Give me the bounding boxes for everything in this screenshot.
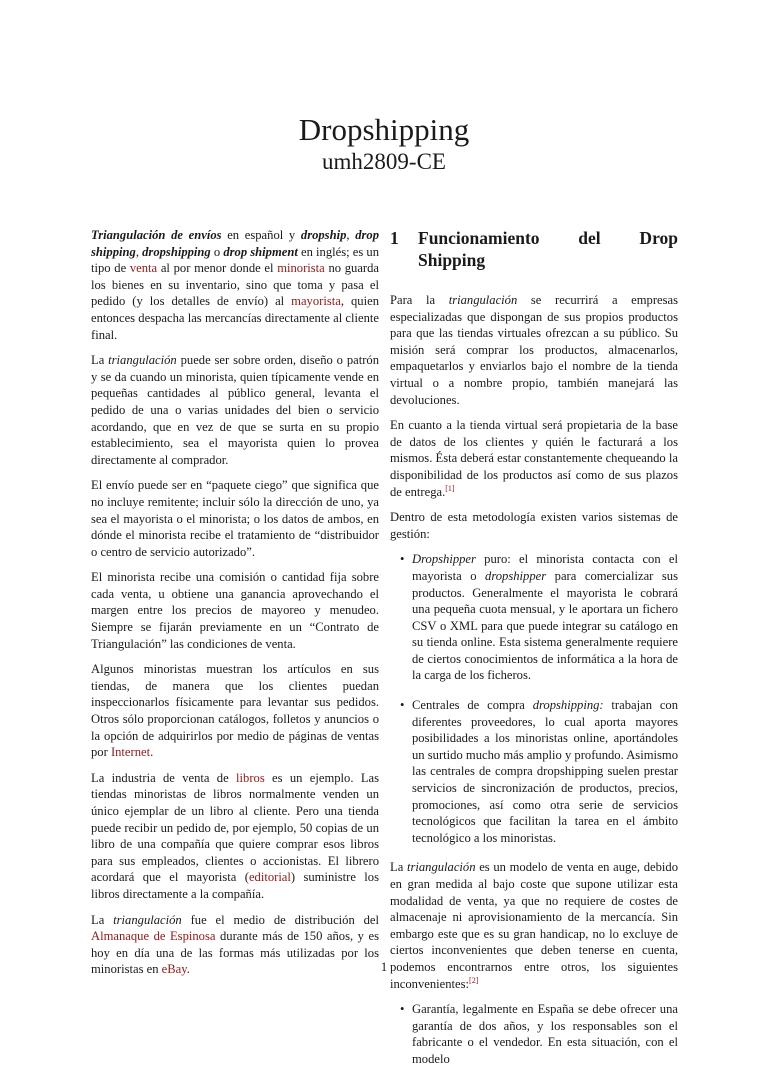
link-libros[interactable]: libros: [236, 770, 265, 785]
link-minorista[interactable]: minorista: [277, 261, 325, 276]
paragraph-tienda-virtual: En cuanto a la tienda virtual será propietaria de la base de datos de los clientes y quién le facturará a los mismos. Ésta deberá estar constantemente chequeando la disponibilidad de los productos así como de sus plazos de entrega.[1]: [390, 418, 678, 499]
link-almanaque[interactable]: Almanaque de Espinosa: [91, 929, 216, 944]
term-triangulacion: Triangulación de envíos: [91, 228, 222, 242]
list-item: • Dropshipper puro: el minorista contacta con el mayorista o dropshipper para comercializar sus productos. Generalmente el mayorista le cobrará una pequeña cuota mensual, y le aportara un fichero CSV o XML para que puede integrar su catálogo en su tienda online. Esta sistema generalmente requiere de ciertos conocimientos de informática a la hora de la carga de los ficheros.: [400, 552, 678, 683]
bullet-icon: •: [400, 552, 405, 567]
paragraph-intro: Triangulación de envíos en español y dropship, drop shipping, dropshipping o drop shipment en inglés; es un tipo de venta al por menor donde el minorista no guarda los bienes en su inventario, sino que toma y pasa el pedido (y los detalles de envío) al mayorista, quien entonces despacha las mercancías directamente al cliente final.: [91, 228, 380, 342]
paragraph-comision: El minorista recibe una comisión o cantidad fija sobre cada venta, u obtiene una ganancia aprovechando el margen entre los precios de mayoreo y menudeo. Siempre se fijarán previamente en un “Contrato de Triangulación” las condiciones de venta.: [91, 570, 379, 651]
document-title: Dropshipping: [298, 112, 470, 147]
bullet-icon: •: [400, 698, 405, 713]
link-mayorista[interactable]: mayorista: [291, 294, 341, 309]
document-subtitle: umh2809-CE: [322, 149, 446, 174]
section-number: 1: [390, 228, 399, 248]
paragraph-almanaque: La triangulación fue el medio de distribución del Almanaque de Espinosa durante más de 150 años, y es hoy en día una de las formas más utilizadas por los minoristas en eBay.: [91, 912, 379, 977]
reference-1[interactable]: [1]: [445, 483, 455, 493]
section-title: Funcionamiento del Drop Shipping: [418, 228, 678, 270]
right-column: [390, 227, 678, 1081]
reference-2[interactable]: [2]: [469, 975, 479, 985]
paragraph-minoristas: Algunos minoristas muestran los artículos en sus tiendas, de manera que los clientes puedan inspeccionarlos físicamente para levantar sus pedidos. Otros sólo proporcionan catálogos, folletos y anuncios o la opción de adquirirlos por medio de páginas de ventas por Internet.: [91, 662, 379, 760]
link-editorial[interactable]: editorial: [248, 870, 291, 885]
bullet-list-sistemas: [390, 551, 678, 846]
link-internet[interactable]: Internet: [110, 745, 151, 760]
list-item: • Garantía, legalmente en España se debe ofrecer una garantía de dos años, y los responsables son el fabricante o el vendedor. En esta situación, con el modelo: [400, 1002, 678, 1066]
paragraph-libros: La industria de venta de libros es un ejemplo. Las tiendas minoristas de libros normalmente venden un único ejemplar de un libro al cliente. Pero una tienda puede recibir un pedido de, por ejemplo, 50 copias de un libro de una compañía que quiere comprar esos libros para sus empleados, clientes o accionistas. El librero acordará que el mayorista (editorial) suministre los libros directamente a la compañía.: [91, 770, 379, 901]
section-heading: [390, 227, 678, 271]
paragraph-auge: La triangulación es un modelo de venta en auge, debido en gran medida al bajo coste que supone utilizar esta modalidad de venta, ya que no requiere de costes de almacenaje ni aprovisionamiento de la mercancía. Sin embargo este que es su gran handicap, no lo excluye de ciertos inconvenientes que deben tenerse en cuenta, podemos encontrarnos entre otros, los siguientes inconvenientes:[2]: [390, 860, 678, 991]
bullet-icon: •: [400, 1002, 405, 1017]
paragraph-empresas: Para la triangulación se recurrirá a empresas especializadas que dispongan de sus propios productos para que las tiendas virtuales ofrezcan a su público. Su misión será comprar los productos, almacenarlos, empaquetarlos y enviarlos bajo el nombre de la tienda virtual o a nombre propio, también manejará las devoluciones.: [390, 293, 679, 407]
title-block: [0, 112, 768, 176]
bullet-list-inconvenientes: [390, 1001, 678, 1067]
page-number: 1: [380, 959, 388, 974]
paragraph-metodologia: Dentro de esta metodología existen varios sistemas de gestión:: [390, 510, 678, 541]
paragraph-envio: El envío puede ser en “paquete ciego” que significa que no incluye remitente; incluir sólo la dirección de uno, ya sea el mayorista o el minorista; o los datos de ambos, en dónde el minorista recibe el tratamiento de “distribuidor o centro de servicio autorizado”.: [91, 478, 379, 559]
link-ebay[interactable]: eBay: [161, 962, 187, 977]
list-item: • Centrales de compra dropshipping: trabajan con diferentes proveedores, lo cual aporta mayores posibilidades a los minoristas online, aportándoles un surtido mucho más amplio y profundo. Asimismo las centrales de compra dropshipping suelen prestar servicios de sincronización de productos, precios, promociones, así como otra serie de servicios tecnológicos que facilitan la tarea en el ámbito tecnológico a los minoristas.: [400, 698, 679, 845]
link-venta[interactable]: venta: [129, 261, 158, 276]
left-column: [91, 227, 379, 987]
paragraph-triangulacion: La triangulación puede ser sobre orden, diseño o patrón y se da cuando un minorista, quien típicamente vende en pequeñas cantidades al público general, levanta el pedido de una o varias unidades del bien o servicio acordando, que en vez de que se surta en su propio establecimiento, sea el mayorista quien lo provea directamente al comprador.: [91, 353, 379, 467]
